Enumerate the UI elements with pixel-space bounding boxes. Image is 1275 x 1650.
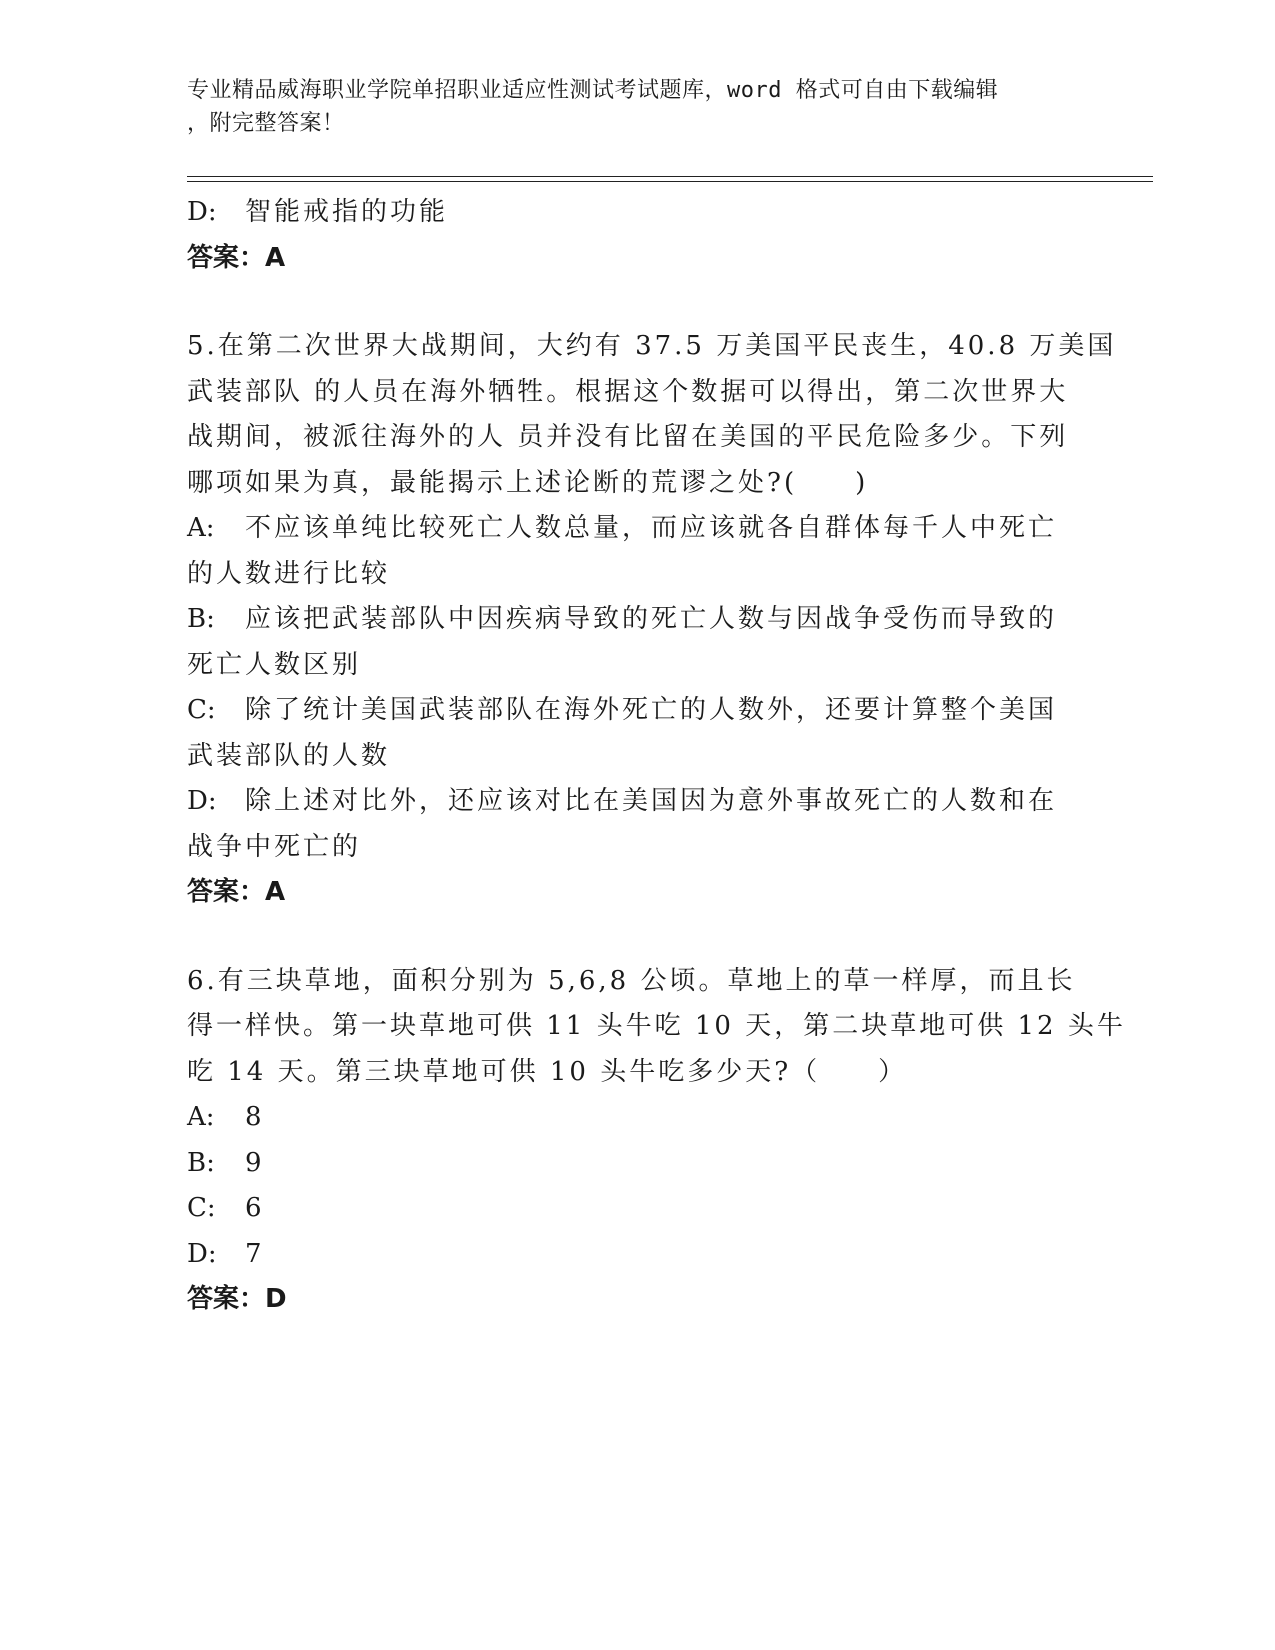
question-stem-line: 5.在第二次世界大战期间，大约有 37.5 万美国平民丧生，40.8 万美国	[187, 331, 1117, 361]
option-c	[187, 1186, 1087, 1232]
question-stem-line: 战期间，被派往海外的人 员并没有比留在美国的平民危险多少。下列	[187, 422, 1069, 452]
option-d	[187, 190, 1087, 236]
option-c-continued: 武装部队的人数	[187, 740, 391, 771]
question-5	[187, 324, 1117, 916]
option-key: A:	[187, 513, 215, 543]
option-a-continued: 的人数进行比较	[187, 558, 391, 589]
spacer	[187, 916, 1087, 959]
option-text: 8	[245, 1102, 265, 1132]
answer-line: 答案：A	[187, 877, 286, 907]
option-text: 智能戒指的功能	[245, 197, 449, 227]
option-a	[187, 506, 1087, 552]
option-text: 不应该单纯比较死亡人数总量，而应该就各自群体每千人中死亡	[245, 513, 1058, 543]
question-stem-line: 6.有三块草地，面积分别为 5,6,8 公顷。草地上的草一样厚，而且长	[187, 965, 1076, 996]
header-line-1: 专业精品威海职业学院单招职业适应性测试考试题库，word 格式可自由下载编辑	[187, 78, 999, 103]
header-rule-bottom	[187, 181, 1153, 182]
option-key: A:	[187, 1102, 215, 1132]
option-text: 6	[245, 1193, 265, 1223]
header-line-2: ，附完整答案！	[187, 111, 345, 136]
option-key: D:	[187, 1238, 217, 1269]
option-key: D:	[187, 197, 217, 227]
page-header	[187, 74, 1067, 140]
option-text: 除了统计美国武装部队在海外死亡的人数外，还要计算整个美国	[245, 695, 1058, 725]
option-key: C:	[187, 695, 216, 725]
question-stem-line: 得一样快。第一块草地可供 11 头牛吃 10 天，第二块草地可供 12 头牛	[187, 1011, 1126, 1041]
option-c	[187, 688, 1087, 734]
option-d-continued: 战争中死亡的	[187, 831, 362, 862]
option-key: B:	[187, 604, 215, 634]
option-b	[187, 1141, 1087, 1187]
answer-line: 答案：A	[187, 242, 286, 273]
document-body	[187, 190, 1126, 1323]
option-text: 7	[245, 1238, 265, 1269]
option-d	[187, 779, 1087, 825]
question-stem-line: 哪项如果为真，最能揭示上述论断的荒谬之处?( )	[187, 467, 869, 498]
answer-line: 答案：D	[187, 1284, 287, 1314]
option-key: B:	[187, 1147, 215, 1178]
option-text: 应该把武装部队中因疾病导致的死亡人数与因战争受伤而导致的	[245, 604, 1058, 634]
option-b-continued: 死亡人数区别	[187, 649, 362, 680]
header-rule-top	[187, 176, 1153, 177]
spacer	[187, 281, 1087, 324]
question-6	[187, 959, 1126, 1323]
option-a	[187, 1095, 1087, 1141]
question-stem-line: 吃 14 天。第三块草地可供 10 头牛吃多少天?（ ）	[187, 1056, 908, 1087]
option-b	[187, 597, 1087, 643]
option-text: 除上述对比外，还应该对比在美国因为意外事故死亡的人数和在	[245, 786, 1058, 816]
option-text: 9	[245, 1147, 265, 1178]
option-key: C:	[187, 1193, 216, 1223]
option-d	[187, 1232, 1087, 1278]
option-key: D:	[187, 786, 217, 816]
question-stem-line: 武装部队 的人员在海外牺牲。根据这个数据可以得出，第二次世界大	[187, 376, 1069, 407]
